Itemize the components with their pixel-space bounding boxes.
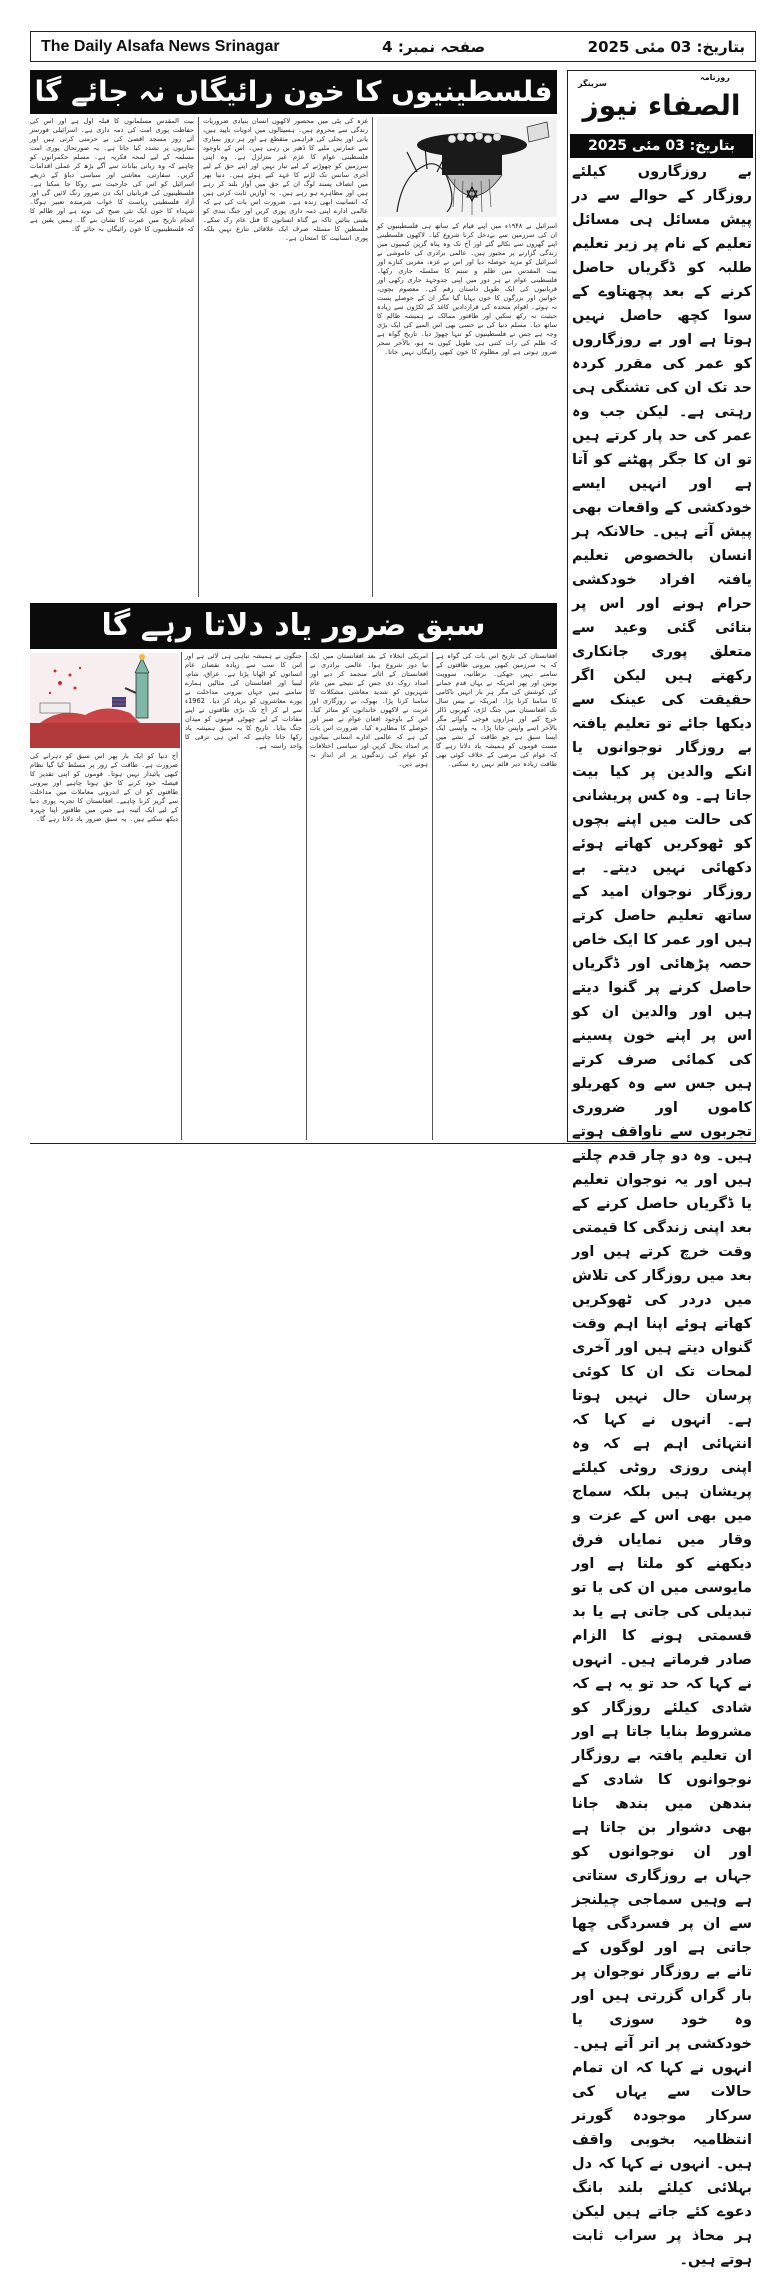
article2-column-1: افغانستان کی تاریخ اس بات کی گواہ ہے کہ یہ سرزمین کبھی بیرونی طاقتوں کے سامنے نہیں جھکی۔ برطانیہ، سوویت یونین اور پھر امریکہ نے یہاں قدم جمانے کی کوشش کی مگر ہر بار انہیں ناکامی کا سامنا کرنا پڑا۔ امریکہ نے بیس سال تک افغانستان میں جنگ لڑی، کھربوں ڈالر خرچ کیے اور ہزاروں فوجی گنوائے مگر بالآخر اسے واپس جانا پڑا۔ یہ واپسی ایک ایسا سبق ہے جو طاقت کے نشے میں مست قوموں کو ہمیشہ یاد دلاتا رہے گا کہ عوام کی مرضی کے خلاف کوئی بھی طاقت زیادہ دیر قائم نہیں رہ سکتی۔	[436, 652, 557, 768]
footer-rule	[30, 1143, 756, 1144]
column-divider	[372, 117, 373, 597]
column-divider	[198, 117, 199, 597]
sidebar-date: بتاریخ: 03 مئی 2025	[570, 134, 753, 158]
article2-column-4: آج دنیا کو ایک بار پھر اس سبق کو دہرانے کی ضرورت ہے۔ طاقت کے زور پر مسلط کیا گیا نظام کبھی پائیدار نہیں ہوتا۔ قوموں کو اپنی تقدیر کا فیصلہ خود کرنے کا حق ہونا چاہیے اور بیرونی طاقتوں کو ان کے اندرونی معاملات میں مداخلت سے گریز کرنا چاہیے۔ افغانستان کا تجربہ پوری دنیا کے لیے ایک آئینہ ہے جس میں طاقتور اپنا چہرہ دیکھ سکتے ہیں۔ یہ سبق ضرور یاد دلاتا رہے گا۔	[30, 752, 178, 823]
column-divider	[432, 652, 433, 1140]
article1-column-1: اسرائیل نے ۱۹۴۸ء میں اپنے قیام کے ساتھ ہی فلسطینیوں کو ان کی سرزمین سے بےدخل کرنا شروع کیا۔ لاکھوں فلسطینی اپنے گھروں سے نکالے گئے اور آج تک وہ پناہ گزین کیمپوں میں زندگی گزارنے پر مجبور ہیں۔ عالمی برادری کی خاموشی نے اسرائیل کو مزید حوصلہ دیا اور اس نے غزہ، مغربی کنارے اور بیت المقدس میں ظلم و ستم کا سلسلہ جاری رکھا۔ فلسطینی عوام نے ہر دور میں اپنی جدوجہد جاری رکھی اور قربانیوں کی ایک طویل داستان رقم کی۔ معصوم بچوں، خواتین اور بزرگوں کا خون بہایا گیا مگر ان کے حوصلے پست نہ ہوئے۔ اقوام متحدہ کی قراردادیں کاغذ کے ٹکڑوں سے زیادہ حیثیت نہ رکھ سکیں اور طاقتور ممالک نے ہمیشہ ظالم کا ساتھ دیا۔ مسلم دنیا کی بے حسی بھی اس المیے کی ایک بڑی وجہ ہے جس نے فلسطینیوں کو تنہا چھوڑ دیا۔ تاریخ گواہ ہے کہ ظلم کی رات کتنی ہی طویل کیوں نہ ہو، بالآخر سحر ضرور ہوتی ہے اور مظلوم کا خون کبھی رائیگاں نہیں جاتا۔	[377, 222, 557, 356]
header-date: بتاریخ: 03 مئی 2025	[587, 37, 745, 56]
cartoon-image-1	[377, 117, 557, 217]
article2-column-2: امریکی انخلاء کے بعد افغانستان میں ایک نیا دور شروع ہوا۔ عالمی برادری نے افغانستان کے اثاثے منجمد کر دیے اور امداد روک دی جس کے نتیجے میں عام شہریوں کو شدید معاشی مشکلات کا سامنا کرنا پڑا۔ بھوک، بے روزگاری اور غربت نے لاکھوں خاندانوں کو متاثر کیا۔ اس کے باوجود افغان عوام نے صبر اور حوصلے کا مظاہرہ کیا۔ ضرورت اس بات کی ہے کہ عالمی ادارے انسانی بنیادوں پر امداد بحال کریں اور سیاسی اختلافات کو عوام کی زندگیوں پر اثر انداز نہ ہونے دیں۔	[310, 652, 428, 768]
masthead-title: الصفاء نیوز	[582, 89, 741, 122]
masthead	[570, 73, 753, 131]
masthead-city-label: سرینگر	[578, 79, 607, 88]
page-header	[30, 31, 756, 62]
article2-column-3: جنگوں نے ہمیشہ تباہی ہی لائی ہے اور اس کا سب سے زیادہ نقصان عام انسانوں کو اٹھانا پڑتا ہے۔ عراق، شام، لیبیا اور افغانستان کی مثالیں ہمارے سامنے ہیں جہاں بیرونی مداخلت نے پورے معاشروں کو برباد کر دیا۔ 1962ء سے لے کر آج تک بڑی طاقتوں نے اپنے مفادات کے لیے چھوٹی قوموں کو میدان جنگ بنایا۔ تاریخ کا یہ سبق ہمیشہ یاد رکھا جانا چاہیے کہ امن ہی ترقی کا واحد راستہ ہے۔	[185, 652, 302, 750]
column-divider	[181, 652, 182, 1140]
article1-column-2: غزہ کی پٹی میں محصور لاکھوں انسان بنیادی ضروریات زندگی سے محروم ہیں۔ ہسپتالوں میں ادویات ناپید ہیں، پانی اور بجلی کی فراہمی منقطع ہے اور ہر روز بمباری سے عمارتیں ملبے کا ڈھیر بن رہی ہیں۔ اس کے باوجود فلسطینی عوام کا عزم غیر متزلزل ہے۔ وہ اپنی سرزمین کو چھوڑنے کے لیے تیار نہیں اور اپنے حق کے لیے آخری سانس تک لڑنے کا عہد کیے ہوئے ہیں۔ دنیا بھر میں انصاف پسند لوگ ان کے حق میں آواز بلند کر رہے ہیں اور مظاہرے ہو رہے ہیں۔ یہ آوازیں ثابت کرتی ہیں کہ انسانیت ابھی زندہ ہے۔ ضرورت اس بات کی ہے کہ عالمی ادارے اپنی ذمہ داری پوری کریں اور جنگ بندی کو یقینی بنائیں تاکہ بے گناہ انسانوں کا قتل عام رک سکے۔ فلسطین کا مسئلہ صرف ایک علاقائی تنازع نہیں بلکہ پوری انسانیت کا امتحان ہے۔	[203, 117, 368, 242]
article1-column-3: بیت المقدس مسلمانوں کا قبلہ اول ہے اور اس کی حفاظت پوری امت کی ذمہ داری ہے۔ اسرائیلی فورسز آئے روز مسجد اقصیٰ کی بے حرمتی کرتی ہیں اور نمازیوں پر تشدد کیا جاتا ہے۔ یہ صورتحال پوری امت مسلمہ کے لیے لمحہ فکریہ ہے۔ مسلم حکمرانوں کو چاہیے کہ وہ زبانی بیانات سے آگے بڑھ کر عملی اقدامات کریں۔ سفارتی، معاشی اور سیاسی دباؤ کے ذریعے اسرائیل کو اس کی جارحیت سے روکا جا سکتا ہے۔ فلسطینیوں کی قربانیاں ایک دن ضرور رنگ لائیں گی اور آزاد فلسطینی ریاست کا خواب شرمندہ تعبیر ہوگا۔ شہداء کا خون ایک نئی صبح کی نوید ہے اور ظالم کا انجام تاریخ میں عبرت کا نشان بنے گا۔ ہمیں یقین ہے کہ فلسطینیوں کا خون رائیگاں نہ جائے گا۔	[30, 117, 194, 233]
paper-name: The Daily Alsafa News Srinagar	[41, 37, 280, 55]
editorial-text: بے روزگاروں کیلئے روزگار کے حوالے سے در پیش مسائل ہی مسائل تعلیم کے نام پر زیر تعلیم طلبہ کو ڈگریاں حاصل کرنے کے بعد پچھتاوے کے سوا کچھ حاصل نہیں ہوتا ہے اور بے روزگاروں کو عمر کی مقرر کردہ حد تک ان کی تشنگی ہی رہتی ہے۔ لیکن جب وہ عمر کی حد پار کرتے ہیں تو ان کا جگر پھٹنے کو آتا ہے اور انہیں ایسے خودکشی کے واقعات بھی پیش آتے ہیں۔ حالانکہ ہر انسان بالخصوص تعلیم یافتہ افراد خودکشی حرام ہونے اور اس پر بتائی گئی وعید سے متعلق پوری جانکاری رکھتے ہیں لیکن اگر حقیقت کی عینک سے دیکھا جائے تو تعلیم یافتہ بے روزگار نوجوانوں یا انکے والدین پر کیا بیت جاتا ہے۔ وہ کس پریشانی کی حالت میں اپنے بچوں کو ٹھوکریں کھاتے ہوئے دکھائی نہیں دیتے۔ بے روزگار نوجوان امید کے ساتھ تعلیم حاصل کرتے ہیں اور عمر کا ایک خاص حصہ پڑھائی اور ڈگریاں حاصل کرنے پر گنوا دیتے ہیں اور والدین ان کو اس پر اپنے خون پسینے کی کمائی صرف کرتے ہیں جس سے وہ کھریلو کاموں اور ضروری تجربوں سے ناواقف ہوتے ہیں۔ وہ دو چار قدم چلتے ہیں اور یہ نوجوان تعلیم یا ڈگریاں حاصل کرنے کے بعد اپنی زندگی کا قیمتی وقت خرچ کرتے ہیں اور بعد میں روزگار کی تلاش میں دردر کی ٹھوکریں کھاتے ہوئے اپنا اہم وقت گنواں دیتے ہیں اور آخری لمحات تک ان کا کوئی پرسان حال نہیں ہوتا ہے۔ انہوں نے کہا کہ انتہائی اہم ہے کہ وہ اپنی روزی روٹی کیلئے پریشان ہیں بلکہ سماج میں بھی اس کے عزت و وقار میں نمایاں فرق دیکھنے کو ملتا ہے اور مایوسی میں ان کی یا تو تبدیلی کی جاتی ہے یا بد قسمتی ہونے کا الزام صادر فرماتے ہیں۔ انہوں نے کہا کہ حد تو یہ ہے کہ شادی کیلئے روزگار کو مشروط بنایا جاتا ہے اور ان تعلیم یافتہ بے روزگار نوجوانوں کا شادی کے بندھن میں بندھ جانا بھی دشوار بن جاتا ہے اور ان نوجوانوں کو جہاں بے روزگاری ستاتی ہے وہیں سماجی چیلنجز سے ان پر فسردگی چھا جاتی ہے اور لوگوں کے تانے بے روزگار نوجوان پر بار گراں گزرتی ہیں اور وہ خود سوزی یا خودکشی پر اتر آتے ہیں۔ انہوں نے کہا کہ ان تمام حالات سے یہاں کی سرکار موجودہ گورنر انتظامیہ بخوبی واقف ہیں۔ انہوں نے کہا کہ دل بہلائی کیلئے بلند بانگ دعوے کئے جاتے ہیں لیکن ہر محاذ پر سراب ثابت ہوتے ہیں۔	[572, 164, 752, 2268]
article2-headline: سبق ضرور یاد دلاتا رہے گا	[30, 603, 557, 649]
column-divider	[306, 652, 307, 1140]
article1-headline: فلسطینیوں کا خون رائیگاں نہ جائے گا	[30, 70, 557, 114]
page-number: صفحہ نمبر: 4	[382, 37, 486, 56]
cartoon-image-2	[30, 653, 180, 748]
masthead-daily-label: روزنامہ	[700, 73, 730, 82]
